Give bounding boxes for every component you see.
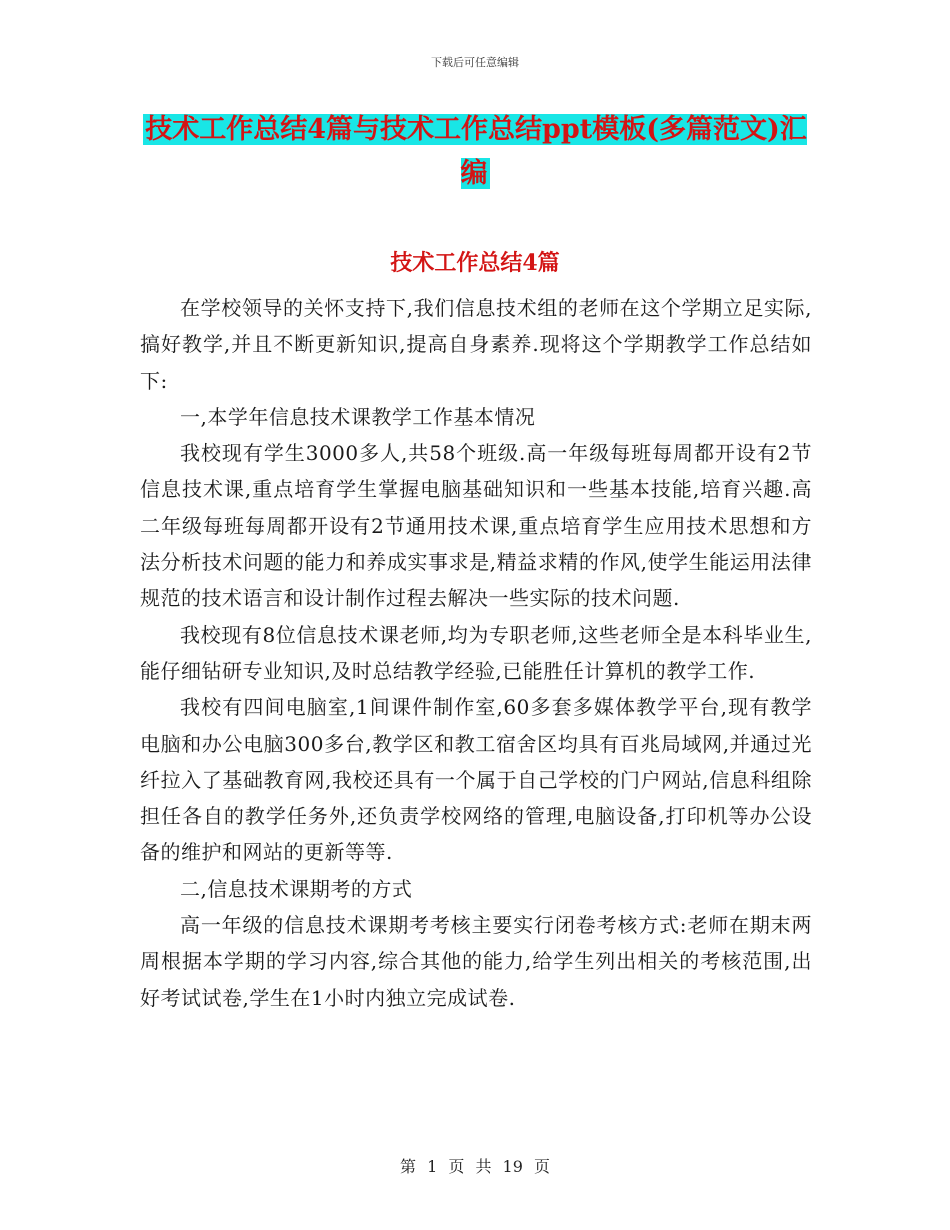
section-title: 技术工作总结4篇 [390,250,560,276]
subheading-1: 一,本学年信息技术课教学工作基本情况 [180,404,536,429]
document-body [140,290,812,1016]
paragraph-teachers: 我校现有8位信息技术课老师,均为专职老师,这些老师全是本科毕业生,能仔细钻研专业知识,及时总结教学经验,已能胜任计算机的教学工作. [140,622,812,683]
document-title [140,108,810,196]
header-note: 下载后可任意编辑 [431,56,519,69]
subheading-2: 二,信息技术课期考的方式 [180,876,413,901]
paragraph-exam: 高一年级的信息技术课期考考核主要实行闭卷考核方式:老师在期末两周根据本学期的学习内容,综合其他的能力,给学生列出相关的考核范围,出好考试试卷,学生在1小时内独立完成试卷. [140,913,812,1010]
paragraph-students: 我校现有学生3000多人,共58个班级.高一年级每班每周都开设有2节信息技术课,重点培育学生掌握电脑基础知识和一些基本技能,培育兴趣.高二年级每班每周都开设有2节通用技术课,重点培育学生应用技术思想和方法分析技术问题的能力和养成实事求是,精益求精的作风,使学生能运用法律规范的技术语言和设计制作过程去解决一些实际的技术问题. [140,441,812,611]
paragraph-intro: 在学校领导的关怀支持下,我们信息技术组的老师在这个学期立足实际,搞好教学,并且不断更新知识,提高自身素养.现将这个学期教学工作总结如下: [140,296,812,393]
document-title-text: 技术工作总结4篇与技术工作总结ppt模板(多篇范文)汇编 [145,114,807,189]
paragraph-facilities: 我校有四间电脑室,1间课件制作室,60多套多媒体教学平台,现有教学电脑和办公电脑300多台,教学区和教工宿舍区均具有百兆局域网,并通过光纤拉入了基础教育网,我校还具有一个属于自己学校的门户网站,信息科组除担任各自的教学任务外,还负责学校网络的管理,电脑设备,打印机等办公设备的维护和网站的更新等等. [140,695,812,865]
page-footer: 第 1 页 共 19 页 [400,1157,550,1176]
